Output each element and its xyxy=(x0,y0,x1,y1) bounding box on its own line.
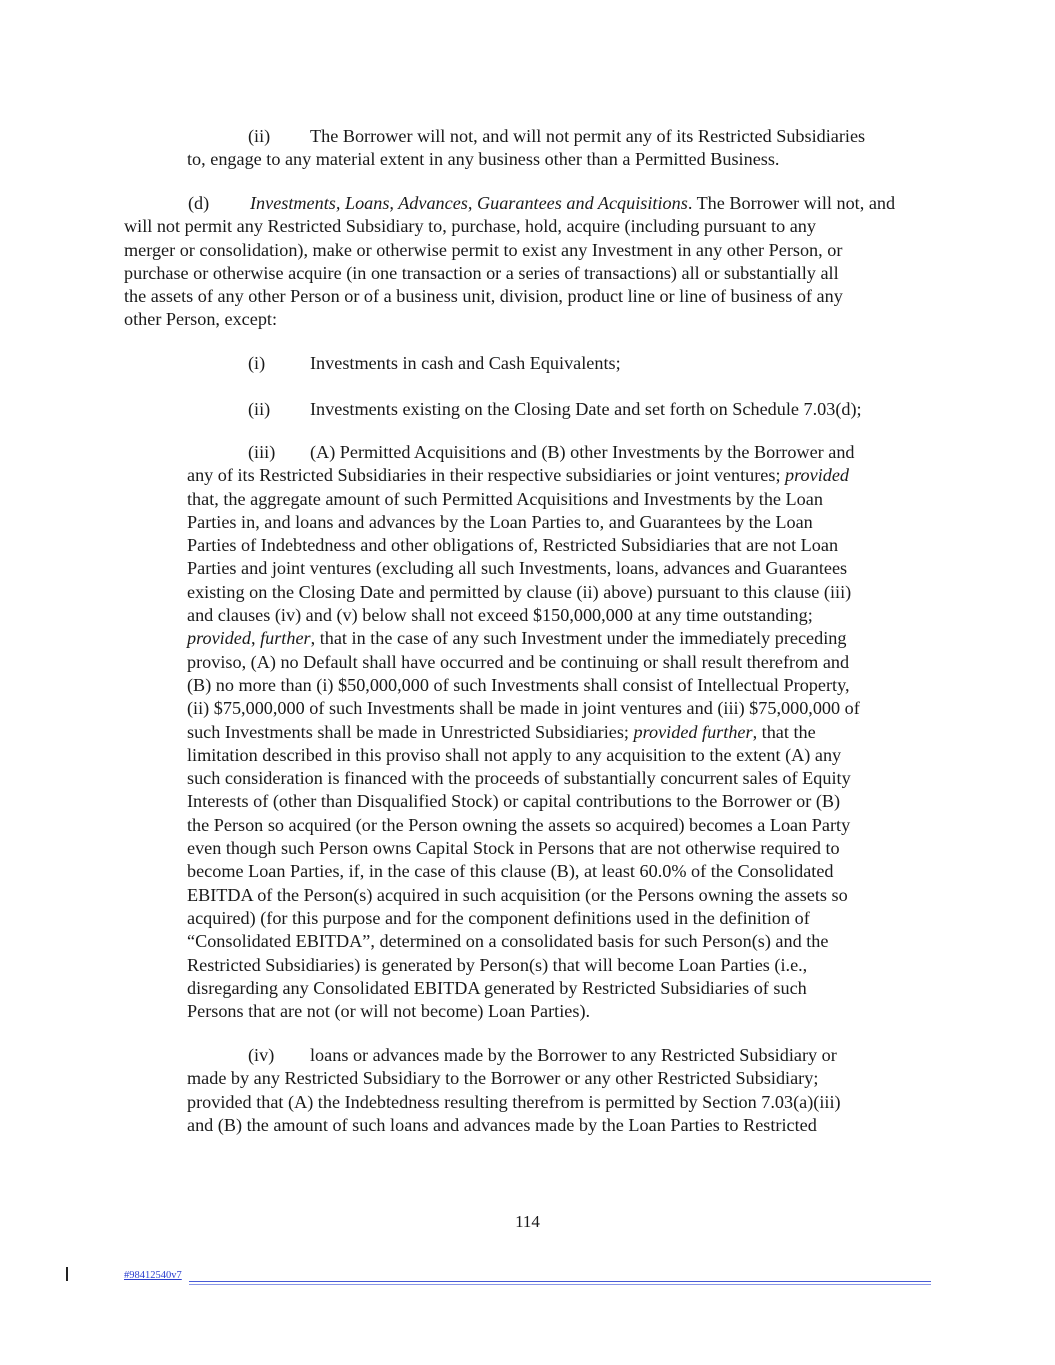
change-bar xyxy=(66,1267,68,1281)
item-ii xyxy=(248,398,862,421)
emphasis: provided xyxy=(187,628,251,649)
text-line: purchase or otherwise acquire (in one transaction or a series of transactions) all or substantially all xyxy=(124,262,839,283)
text-line: to, engage to any material extent in any business other than a Permitted Business. xyxy=(187,149,780,170)
text-line: the Person so acquired (or the Person owning the assets so acquired) becomes a Loan Party xyxy=(187,814,851,835)
footer-rule-secondary xyxy=(189,1284,931,1285)
clause-label: (ii) xyxy=(248,126,271,146)
text-line: will not permit any Restricted Subsidiary to, purchase, hold, acquire (including pursuant to any xyxy=(124,216,816,237)
text-line: existing on the Closing Date and permitted by clause (ii) above) pursuant to this clause (iii) xyxy=(187,581,852,602)
item-i xyxy=(248,352,621,375)
text-line: Parties and joint ventures (excluding all such Investments, loans, advances and Guarantees xyxy=(187,558,848,579)
text-line: provided that (A) the Indebtedness resulting therefrom is permitted by Section 7.03(a)(iii) xyxy=(187,1091,841,1112)
text-line: other Person, except: xyxy=(124,309,278,330)
text-line: limitation described in this proviso shall not apply to any acquisition to the extent (A) any xyxy=(187,744,842,765)
text-line: such Investments shall be made in Unrestricted Subsidiaries; xyxy=(187,721,634,742)
clause-label: (i) xyxy=(248,353,266,373)
text-line: Investments existing on the Closing Date and set forth on Schedule 7.03(d); xyxy=(310,399,862,419)
text-line: become Loan Parties, if, in the case of this clause (B), at least 60.0% of the Consolidated xyxy=(187,861,834,882)
paragraph-d-investments xyxy=(124,192,895,332)
text-line: Parties in, and loans and advances by the Loan Parties to, and Guarantees by the Loan xyxy=(187,511,813,532)
clause-label: (ii) xyxy=(248,399,271,419)
text-line: Persons that are not (or will not become) Loan Parties). xyxy=(187,1001,591,1022)
text-line: proviso, (A) no Default shall have occurred and be continuing or shall result therefrom and xyxy=(187,651,850,672)
paragraph-ii-business xyxy=(187,125,865,172)
emphasis: provided further xyxy=(633,721,753,742)
clause-label: (iii) xyxy=(248,442,276,462)
text-line: and clauses (iv) and (v) below shall not exceed $150,000,000 at any time outstanding; xyxy=(187,605,813,626)
text-line: Interests of (other than Disqualified Stock) or capital contributions to the Borrower or (B) xyxy=(187,791,841,812)
text-line: the assets of any other Person or of a business unit, division, product line or line of business of any xyxy=(124,286,843,307)
text-line: (A) Permitted Acquisitions and (B) other Investments by the Borrower and xyxy=(310,442,855,462)
page-number: 114 xyxy=(515,1212,540,1231)
text-line: (ii) $75,000,000 of such Investments shall be made in joint ventures and (iii) $75,000,000 of xyxy=(187,698,860,719)
text-line: Parties of Indebtedness and other obligations of, Restricted Subsidiaries that are not Loan xyxy=(187,535,839,556)
text-line: “Consolidated EBITDA”, determined on a consolidated basis for such Person(s) and the xyxy=(187,931,829,952)
text-line: any of its Restricted Subsidiaries in their respective subsidiaries or joint ventures; xyxy=(187,465,786,486)
emphasis: provided xyxy=(785,465,850,486)
text-line: , xyxy=(250,628,261,649)
text-line: Restricted Subsidiaries) is generated by Person(s) that will become Loan Parties (i.e., xyxy=(187,954,808,975)
text-line: . The Borrower will not, and xyxy=(687,193,896,213)
text-line: (B) no more than (i) $50,000,000 of such Investments shall consist of Intellectual Property, xyxy=(187,674,850,695)
text-line: that, the aggregate amount of such Permitted Acquisitions and Investments by the Loan xyxy=(187,488,823,509)
text-line: even though such Person owns Capital Stock in Persons that are not otherwise required to xyxy=(187,838,840,859)
section-heading: Investments, Loans, Advances, Guarantees and Acquisitions xyxy=(250,193,688,213)
text-line: Investments in cash and Cash Equivalents; xyxy=(310,353,621,373)
document-id-link[interactable]: #98412540v7 xyxy=(124,1270,182,1281)
text-line: made by any Restricted Subsidiary to the Borrower or any other Restricted Subsidiary; xyxy=(187,1068,819,1089)
text-line: and (B) the amount of such loans and advances made by the Loan Parties to Restricted xyxy=(187,1114,817,1135)
footer-rule xyxy=(189,1281,931,1282)
clause-label: (iv) xyxy=(248,1045,275,1065)
item-iii xyxy=(187,441,860,1023)
text-line: merger or consolidation), make or otherwise permit to exist any Investment in any other Person, or xyxy=(124,239,843,260)
text-line: disregarding any Consolidated EBITDA generated by Restricted Subsidiaries of such xyxy=(187,977,807,998)
text-line: , that in the case of any such Investment under the immediately preceding xyxy=(310,628,847,649)
text-line: such consideration is financed with the proceeds of substantially concurrent sales of Equity xyxy=(187,768,851,789)
emphasis: further xyxy=(260,628,311,649)
text-line: loans or advances made by the Borrower to any Restricted Subsidiary or xyxy=(310,1045,837,1065)
text-line: The Borrower will not, and will not permit any of its Restricted Subsidiaries xyxy=(310,126,866,146)
text-line: acquired) (for this purpose and for the component definitions used in the definition of xyxy=(187,907,810,928)
clause-label: (d) xyxy=(188,193,210,213)
text-line: EBITDA of the Person(s) acquired in such acquisition (or the Persons owning the assets so xyxy=(187,884,848,905)
item-iv xyxy=(187,1044,841,1137)
text-line: , that the xyxy=(752,721,816,742)
